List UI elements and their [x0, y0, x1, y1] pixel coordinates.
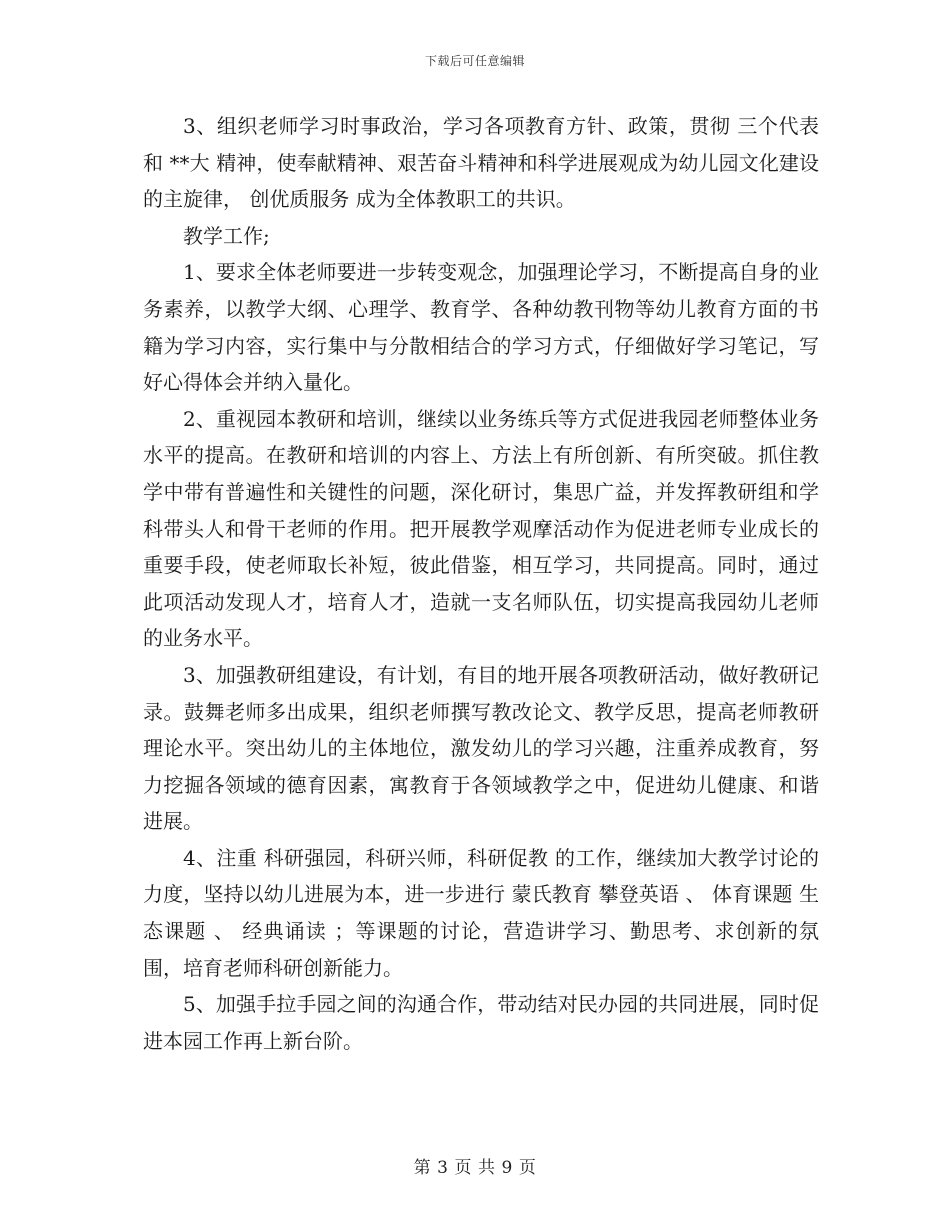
current-page: 3	[437, 1158, 449, 1178]
total-unit-label: 页	[518, 1158, 537, 1178]
paragraph-teaching-5: 5、加强手拉手园之间的沟通合作，带动结对民办园的共同进展，同时促进本园工作再上新台阶。	[143, 992, 819, 1053]
document-body	[143, 108, 819, 1059]
page-unit-label: 页	[454, 1158, 472, 1178]
page-label: 第	[413, 1158, 432, 1178]
paragraph-teaching-2: 2、重视园本教研和培训，继续以业务练兵等方式促进我园老师整体业务水平的提高。在教研和培训的内容上、方法上有所创新、有所突破。抓住教学中带有普遍性和关键性的问题，深化研讨，集思广益，并发挥教研组和学科带头人和骨干老师的作用。把开展教学观摩活动作为促进老师专业成长的重要手段，使老师取长补短，彼此借鉴，相互学习，共同提高。同时，通过此项活动发现人才，培育人才，造就一支名师队伍，切实提高我园幼儿老师的业务水平。	[143, 406, 819, 651]
paragraph-teaching-4: 4、注重 科研强园，科研兴师，科研促教 的工作，继续加大教学讨论的力度，坚持以幼儿进展为本，进一步进行 蒙氏教育 攀登英语 、 体育课题 生态课题 、 经典诵读 ；等课题的讨论，营造讲学习、勤思考、求创新的氛围，培育老师科研创新能力。	[143, 845, 819, 980]
page-header: 下载后可任意编辑	[424, 54, 525, 68]
paragraph-item-1: 3、组织老师学习时事政治，学习各项教育方针、政策，贯彻 三个代表 和 **大 精神，使奉献精神、艰苦奋斗精神和科学进展观成为幼儿园文化建设的主旋律， 创优质服务 成为全体教职工的共识。	[143, 114, 819, 212]
paragraph-teaching-1: 1、要求全体老师要进一步转变观念，加强理论学习，不断提高自身的业务素养，以教学大纲、心理学、教育学、各种幼教刊物等幼儿教育方面的书籍为学习内容，实行集中与分散相结合的学习方式，仔细做好学习笔记，写好心得体会并纳入量化。	[143, 260, 819, 395]
paragraph-teaching-heading: 教学工作;	[183, 223, 270, 248]
paragraph-teaching-3: 3、加强教研组建设，有计划，有目的地开展各项教研活动，做好教研记录。鼓舞老师多出成果，组织老师撰写教改论文、教学反思，提高老师教研理论水平。突出幼儿的主体地位，激发幼儿的学习兴趣，注重养成教育，努力挖掘各领域的德育因素，寓教育于各领域教学之中，促进幼儿健康、和谐进展。	[143, 662, 819, 834]
total-pages: 9	[501, 1158, 513, 1178]
page-number	[0, 1153, 950, 1178]
total-label: 共	[478, 1158, 496, 1178]
